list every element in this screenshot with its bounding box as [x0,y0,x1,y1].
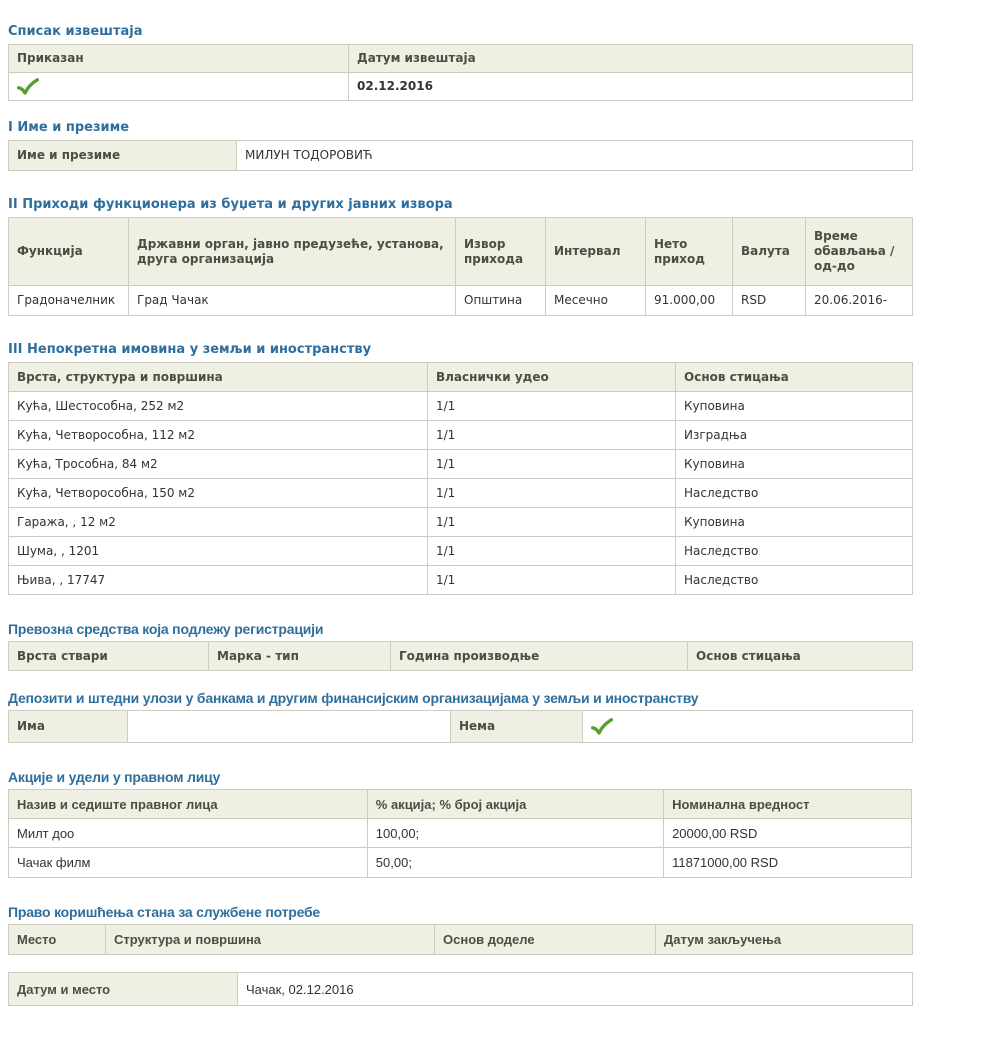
table-header-row [9,642,913,671]
header-cell-item-type: Врста ствари [9,642,209,671]
table-header-row [9,218,913,286]
header-cell-interval: Интервал [546,218,646,286]
has-value-cell [128,711,451,743]
report-date-cell: 02.12.2016 [349,73,913,101]
shares-table [8,789,912,878]
header-cell-organ: Државни орган, јавно предузеће, установа, друга организација [129,218,456,286]
share-cell: 1/1 [428,508,676,537]
organ-cell: Град Чачак [129,286,456,316]
type-cell: Кућа, Шестособна, 252 м2 [9,392,428,421]
function-cell: Градоначелник [9,286,129,316]
table-row [9,450,913,479]
header-cell-share-percent: % акција; % број акција [367,790,663,819]
name-table [8,140,913,171]
share-percent-cell: 50,00; [367,848,663,878]
basis-cell: Куповина [676,508,913,537]
income-source-cell: Општина [456,286,546,316]
interval-cell: Месечно [546,286,646,316]
header-cell-place: Место [9,925,106,955]
basis-cell: Изградња [676,421,913,450]
table-header-row [9,363,913,392]
table-header-row [9,925,913,955]
share-cell: 1/1 [428,421,676,450]
none-label-cell: Нема [451,711,583,743]
share-cell: 1/1 [428,537,676,566]
table-row [9,73,913,101]
header-cell-type-structure: Врста, структура и површина [9,363,428,392]
vehicles-table [8,641,913,671]
period-cell: 20.06.2016- [806,286,913,316]
nominal-value-cell: 20000,00 RSD [664,819,912,848]
table-row [9,286,913,316]
header-cell-structure-area: Структура и површина [106,925,435,955]
header-cell-acquisition-basis: Основ стицања [688,642,913,671]
header-cell-currency: Валута [733,218,806,286]
basis-cell: Наследство [676,566,913,595]
check-icon [17,78,340,96]
share-cell: 1/1 [428,479,676,508]
table-row [9,508,913,537]
type-cell: Њива, , 17747 [9,566,428,595]
date-place-value-cell: Чачак, 02.12.2016 [238,973,913,1006]
share-percent-cell: 100,00; [367,819,663,848]
type-cell: Шума, , 1201 [9,537,428,566]
header-cell-make-type: Марка - тип [209,642,391,671]
table-row [9,421,913,450]
type-cell: Кућа, Четворособна, 112 м2 [9,421,428,450]
report-list-table [8,44,913,101]
table-row [9,566,913,595]
header-cell-function: Функција [9,218,129,286]
deposits-table [8,710,913,743]
header-cell-ownership-share: Власнички удео [428,363,676,392]
currency-cell: RSD [733,286,806,316]
header-cell-conclusion-date: Датум закључења [656,925,913,955]
legal-entity-cell: Чачак филм [9,848,368,878]
header-cell-production-year: Година производње [391,642,688,671]
header-cell-net-income: Нето приход [646,218,733,286]
header-cell-allocation-basis: Основ доделе [435,925,656,955]
header-cell-nominal-value: Номинална вредност [664,790,912,819]
table-row [9,392,913,421]
apartment-table [8,924,913,955]
date-place-table [8,972,913,1006]
basis-cell: Наследство [676,479,913,508]
table-row [9,848,912,878]
section-heading-deposits: Депозити и штедни улози у банкама и другим финансијским организацијама у земљи и иностранству [8,690,699,706]
section-heading-vehicles: Превозна средства која подлежу регистрацији [8,621,324,637]
section-heading-apartment: Право коришћења стана за службене потребе [8,904,321,920]
type-cell: Кућа, Четворособна, 150 м2 [9,479,428,508]
header-cell-shown: Приказан [9,45,349,73]
check-icon [591,718,904,736]
type-cell: Гаража, , 12 м2 [9,508,428,537]
basis-cell: Наследство [676,537,913,566]
has-label-cell: Има [9,711,128,743]
table-header-row [9,790,912,819]
name-label-cell: Име и презиме [9,141,237,171]
date-place-label-cell: Датум и место [9,973,238,1006]
basis-cell: Куповина [676,392,913,421]
section-heading-name: I Име и презиме [8,120,130,135]
header-cell-income-source: Извор прихода [456,218,546,286]
table-row [9,537,913,566]
table-header-row [9,45,913,73]
section-heading-shares: Акције и удели у правном лицу [8,769,221,785]
type-cell: Кућа, Трособна, 84 м2 [9,450,428,479]
shown-cell [9,73,349,101]
name-value-cell: МИЛУН ТОДОРОВИЋ [237,141,913,171]
section-heading-report-list: Списак извештаја [8,24,143,39]
header-cell-acquisition-basis: Основ стицања [676,363,913,392]
header-cell-period: Време обављања / од-до [806,218,913,286]
share-cell: 1/1 [428,566,676,595]
share-cell: 1/1 [428,450,676,479]
table-row [9,141,913,171]
basis-cell: Куповина [676,450,913,479]
table-row [9,973,913,1006]
none-value-cell [583,711,913,743]
header-cell-report-date: Датум извештаја [349,45,913,73]
net-income-cell: 91.000,00 [646,286,733,316]
section-heading-incomes: II Приходи функционера из буџета и других јавних извора [8,197,453,212]
incomes-table [8,217,913,316]
legal-entity-cell: Милт доо [9,819,368,848]
share-cell: 1/1 [428,392,676,421]
header-cell-legal-entity: Назив и седиште правног лица [9,790,368,819]
table-row [9,711,913,743]
nominal-value-cell: 11871000,00 RSD [664,848,912,878]
real-estate-table [8,362,913,595]
table-row [9,819,912,848]
table-row [9,479,913,508]
section-heading-real-estate: III Непокретна имовина у земљи и иностранству [8,342,372,357]
